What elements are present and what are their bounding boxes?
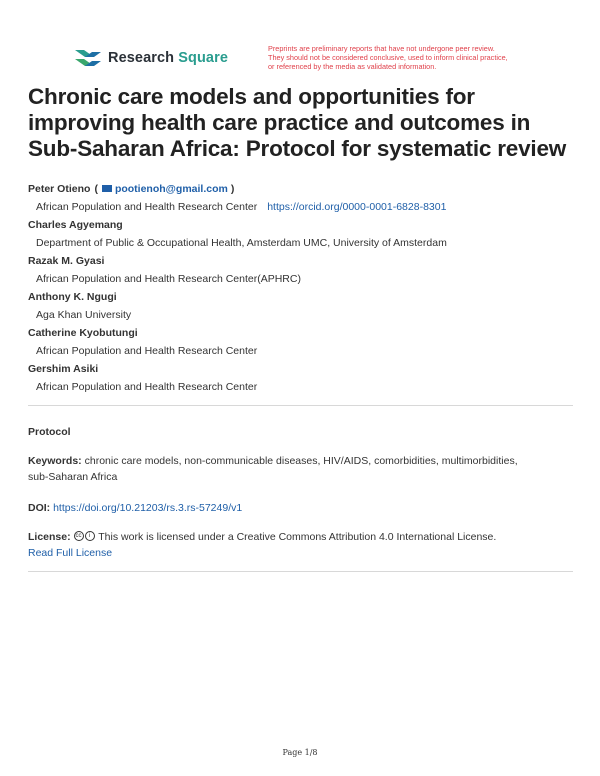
paren-open: (	[94, 183, 98, 195]
research-square-logo-icon	[74, 46, 102, 70]
doi-link[interactable]: https://doi.org/10.21203/rs.3.rs-57249/v1	[53, 502, 243, 514]
author-name: Catherine Kyobutungi	[28, 327, 138, 339]
disclaimer-line: Preprints are preliminary reports that have not undergone peer review.	[268, 44, 495, 53]
doi-label: DOI:	[28, 502, 51, 514]
paper-title	[28, 84, 576, 162]
logo-text	[108, 50, 228, 66]
keywords-text: sub-Saharan Africa	[28, 471, 118, 483]
author-email-text: pootienoh@gmail.com	[114, 183, 228, 195]
logo-text-accent: Square	[178, 50, 228, 66]
author-name: Razak M. Gyasi	[28, 255, 105, 267]
author-list	[28, 180, 576, 396]
article-type: Protocol	[28, 426, 71, 438]
disclaimer-line: or referenced by the media as validated information.	[268, 62, 437, 71]
license-label: License:	[28, 531, 71, 543]
author-entry	[28, 288, 576, 324]
orcid-link[interactable]: https://orcid.org/0000-0001-6828-8301	[267, 201, 447, 213]
attribution-icon: i	[85, 531, 95, 541]
author-affiliation: Department of Public & Occupational Health, Amsterdam UMC, University of Amsterdam	[36, 237, 447, 249]
keywords-label: Keywords:	[28, 455, 82, 467]
author-name: Charles Agyemang	[28, 219, 123, 231]
author-entry	[28, 216, 576, 252]
title-line: Sub-Saharan Africa: Protocol for systematic review	[28, 136, 567, 161]
author-entry	[28, 252, 576, 288]
logo-text-main: Research	[108, 50, 175, 66]
paren-close: )	[230, 183, 235, 195]
author-email-link[interactable]	[102, 180, 228, 198]
research-square-logo[interactable]	[74, 46, 228, 70]
author-name: Gershim Asiki	[28, 363, 99, 375]
title-line: improving health care practice and outcomes in	[28, 110, 531, 135]
author-affiliation: African Population and Health Research Center	[36, 345, 258, 357]
keywords-section	[28, 453, 576, 485]
affiliation-text: African Population and Health Research Center	[36, 201, 258, 213]
license-section	[28, 529, 576, 561]
envelope-icon	[102, 185, 112, 192]
divider	[28, 571, 573, 572]
author-name	[28, 180, 576, 198]
author-affiliation	[28, 198, 576, 216]
read-full-license-link[interactable]: Read Full License	[28, 547, 113, 559]
preprint-disclaimer	[268, 44, 538, 71]
author-affiliation: Aga Khan University	[36, 309, 132, 321]
page-number: Page 1/8	[282, 748, 318, 757]
doi-section	[28, 500, 576, 516]
keywords-text: chronic care models, non-communicable diseases, HIV/AIDS, comorbidities, multimorbidities,	[84, 455, 518, 467]
divider	[28, 405, 573, 406]
author-name-text: Peter Otieno	[28, 183, 91, 195]
creative-commons-icon: cc	[75, 533, 82, 540]
author-entry	[28, 360, 576, 396]
author-entry	[28, 180, 576, 216]
author-name: Anthony K. Ngugi	[28, 291, 117, 303]
author-affiliation: African Population and Health Research Center(APHRC)	[36, 273, 301, 285]
author-affiliation: African Population and Health Research Center	[36, 381, 258, 393]
title-line: Chronic care models and opportunities for	[28, 84, 475, 109]
license-text: This work is licensed under a Creative Commons Attribution 4.0 International License.	[98, 531, 497, 543]
disclaimer-line: They should not be considered conclusive, used to inform clinical practice,	[268, 53, 508, 62]
author-entry	[28, 324, 576, 360]
